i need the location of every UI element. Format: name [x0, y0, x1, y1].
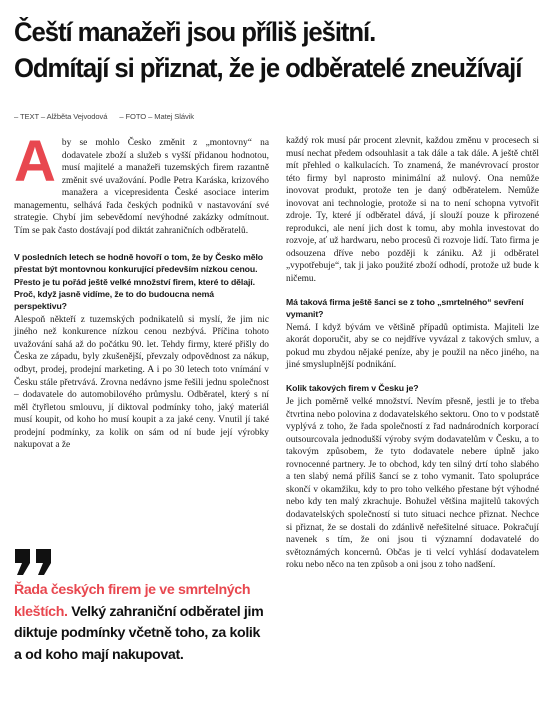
- answer-1: Alespoň někteří z tuzemských podnikatelů si myslí, že jim nic jiného než konkurence nízkou cenou nezbývá. Příčina tohoto uvažování sahá až do počátku 90. let. Tehdy firmy, které přišly do Česka ze západu, byly zkušenější, převzaly odpovědnost za nákup, odbyt, prodej, prodejní marketing. A i po 30 letech toto vnímání v Česku stále přetrvává. Zrovna nedávno jsme řešili jednu společnost – dodavatele do automobilového průmyslu. Odběratel, který s ní měl čtyřletou smlouvu, jí diktoval podmínky toho, jaký materiál musí koupit, od koho ho musí koupit a za jaké ceny. Vnutil jí také prodejní podmínky, za kolik on sám od ní bude její výrobky nakupovat a že: [14, 314, 269, 451]
- headline: [14, 14, 522, 86]
- column-right: [286, 135, 539, 577]
- byline: [14, 112, 538, 121]
- pull-quote-highlight: Řada českých firem je ve smrtelných kleštích.: [14, 582, 251, 620]
- pull-quote-rest: Velký zahraniční odběratel jim diktuje podmínky včetně toho, za kolik a od koho mají nakupovat.: [14, 603, 264, 663]
- question-2: Má taková firma ještě šanci se z toho „smrtelného“ sevření vymanit?: [286, 296, 524, 319]
- headline-line-2: Odmítají si přiznat, že je odběratelé zneužívají: [14, 53, 522, 83]
- byline-text-author: – TEXT – Alžběta Vejvodová: [14, 112, 108, 121]
- answer-3: Je jich poměrně velké množství. Nevím přesně, jestli je to třeba čtvrtina nebo polovina z dodavatelského sektoru. Ono to v podstatě vyplývá z toho, že řada společností z řad nadnárodních korporací outsourcovala jednodušší výroby svým dodavatelům v Česku, a to takovým způsobem, že tyto dodavatele nebere úplně jako rovnocenné partnery. Je to obchod, kdy ten silný drtí toho slabého a ten slabý nemá příliš šancí se z toho vymanit. Tato spolupráce skončí v okamžiku, kdy to pro toho velkého přestane být výhodné nebo kdy ten malý zkrachuje. Bohužel většina majitelů takových dodavatelských společností si tuto situaci nechce přiznat. Nechce si přiznat, že se dostali do zdánlivě neřešitelné situace. Pokračují navenek s tím, že oni jsou ti významní dodavatelé do světoznámých koncernů. Občas je ti velcí vyhlásí dodavatelem roku nebo něco na ten způsob a oni jsou z toho nadšení.: [286, 397, 539, 571]
- byline-photo-author: – FOTO – Matej Slávik: [119, 112, 194, 121]
- column-left: [14, 129, 269, 457]
- question-3: Kolik takových firem v Česku je?: [286, 382, 419, 393]
- double-quote-icon: [14, 548, 54, 576]
- drop-cap: A: [14, 129, 56, 194]
- intro-paragraph: [14, 129, 269, 237]
- question-1: V posledních letech se hodně hovoří o tom, že by Česko mělo přestat být montovnou konkurující především nízkou cenou. Přesto je tu pořád ještě velké množství firem, které to dělají. Proč, když jasně vidíme, že to do budoucna nemá perspektivu?: [14, 252, 263, 311]
- answer-2: Nemá. I když bývám ve většině případů optimista. Majiteli lze akorát doporučit, aby se co nejdříve vyvázal z takových smluv, a pokud mu zbydou nějaké peníze, aby je použil na něco jiného, na jiné smysluplnější podnikání.: [286, 322, 539, 371]
- pull-quote: [14, 580, 269, 666]
- intro-text: by se mohlo Česko změnit z „montovny“ na dodavatele zboží a služeb s vyšší přidanou hodnotou, musí majitelé a manažeři tuzemských firem razantně změnit své uvažování. Podle Petra Karáska, krizového manažera a vicepresidenta České asociace interim managementu, selhává řada českých podniků v nastavování své strategie. Chybí jim sebevědomí nevýhodné zakázky odmítnout. Tím se pak často dostávají pod diktát zahraničních odběratelů.: [14, 138, 269, 236]
- answer-1-continued: každý rok musí pár procent zlevnit, každou změnu v procesech si musí nechat předem odsouhlasit a tak dále a tak dále. A ještě chtěl mít přehled o kalkulacích. To znamená, že manévrovací prostor této firmy byl naprosto minimální až nulový. Ona nemůže inovovat produkt, protože ten je daný odběratelem. Nemůže inovovat ani technologie, protože si na to není schopna vytvořit zdroje. Ty, které jí odběratel dává, jí slouží pouze k přirozené reprodukci, ale není jich dost k tomu, aby mohla investovat do rozvoje, ať už hardwaru, nebo procesů či rozvoje lidí. Tato firma je odsouzena dříve nebo později k zániku. Až ji odběratel „vypotřebuje“, tak ji jako použité zboží odhodí, protože už bude k ničemu.: [286, 136, 539, 285]
- headline-line-1: Čeští manažeři jsou příliš ješitní.: [14, 17, 376, 47]
